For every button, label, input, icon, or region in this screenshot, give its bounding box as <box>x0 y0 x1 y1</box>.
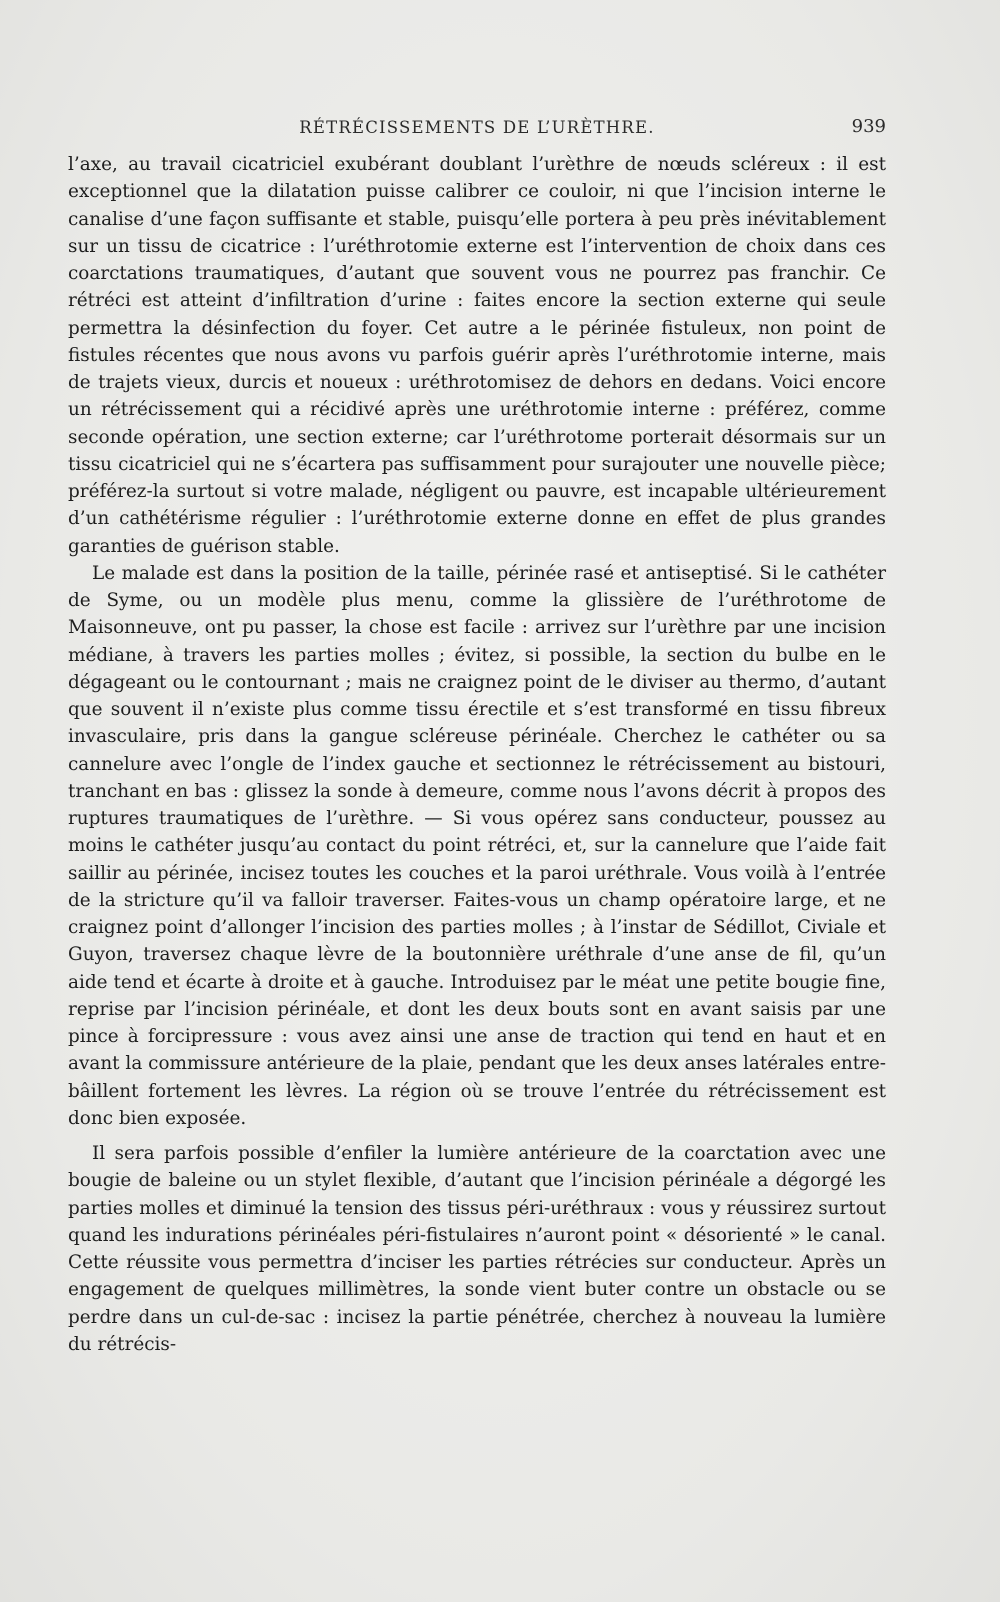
body-text <box>68 151 886 1358</box>
paragraph-1: l’axe, au travail cicatriciel exubérant doublant l’urèthre de nœuds scléreux : il est exceptionnel que la dilatation puisse calibrer ce couloir, ni que l’incision interne le canalise d’une façon suffisante et stable, puisqu’elle portera à peu près inévitablement sur un tissu de cicatrice : l’uréthrotomie externe est l’intervention de choix dans ces coarctations traumatiques, d’autant que souvent vous ne pourrez pas franchir. Ce rétréci est atteint d’infiltration d’urine : faites encore la section externe qui seule permettra la désinfection du foyer. Cet autre a le périnée fistuleux, non point de fistules récentes que nous avons vu parfois guérir après l’uréthrotomie interne, mais de trajets vieux, durcis et noueux : uréthrotomisez de dehors en dedans. Voici encore un rétrécissement qui a récidivé après une uréthrotomie interne : préférez, comme seconde opération, une section externe; car l’uréthrotome porterait désormais sur un tissu cicatriciel qui ne s’écartera pas suffisamment pour surajouter une nouvelle pièce; préférez-la surtout si votre malade, négligent ou pauvre, est incapable ultérieurement d’un cathétérisme régulier : l’uréthrotomie externe donne en effet de plus grandes garanties de guérison stable. <box>68 154 886 557</box>
paragraph-3: Il sera parfois possible d’enfiler la lumière antérieure de la coarctation avec une bougie de baleine ou un stylet flexible, d’autant que l’incision périnéale a dégorgé les parties molles et diminué la tension des tissus péri-uréthraux : vous y réussirez surtout quand les indurations périnéales péri-fistulaires n’auront point « désorienté » le canal. Cette réussite vous permettra d’inciser les parties rétrécies sur conducteur. Après un engagement de quelques millimètres, la sonde vient buter contre un obstacle ou se perdre dans un cul-de-sac : incisez la partie pénétrée, cherchez à nouveau la lumière du rétrécis- <box>68 1143 886 1355</box>
paragraph-2: Le malade est dans la position de la taille, périnée rasé et antiseptisé. Si le cathéter de Syme, ou un modèle plus menu, comme la glissière de l’uréthrotome de Maisonneuve, ont pu passer, la chose est facile : arrivez sur l’urèthre par une incision médiane, à travers les parties molles ; évitez, si possible, la section du bulbe en le dégageant ou le contournant ; mais ne craignez point de le diviser au thermo, d’autant que souvent il n’existe plus comme tissu érectile et s’est transformé en tissu fibreux invasculaire, pris dans la gangue scléreuse périnéale. Cherchez le cathéter ou sa cannelure avec l’ongle de l’index gauche et sectionnez le rétrécissement au bistouri, tranchant en bas : glissez la sonde à demeure, comme nous l’avons décrit à propos des ruptures traumatiques de l’urèthre. — Si vous opérez sans conducteur, poussez au moins le cathéter jusqu’au contact du point rétréci, et, sur la cannelure que l’aide fait saillir au périnée, incisez toutes les couches et la paroi uréthrale. Vous voilà à l’entrée de la stricture qu’il va falloir traverser. Faites-vous un champ opératoire large, et ne craignez point d’allonger l’incision des parties molles ; à l’instar de Sédillot, Civiale et Guyon, traversez chaque lèvre de la boutonnière uréthrale d’une anse de fil, qu’un aide tend et écarte à droite et à gauche. Introduisez par le méat une petite bougie fine, reprise par l’incision périnéale, et dont les deux bouts sont en avant saisis par une pince à forcipressure : vous avez ainsi une anse de traction qui tend en haut et en avant la commissure antérieure de la plaie, pendant que les deux anses latérales entre-bâillent fortement les lèvres. La région où se trouve l’entrée du rétrécissement est donc bien exposée. <box>68 562 886 1129</box>
page-number: 939 <box>851 116 886 137</box>
page-header <box>68 116 886 142</box>
running-head: RÉTRÉCISSEMENTS DE L’URÈTHRE. <box>299 118 655 137</box>
